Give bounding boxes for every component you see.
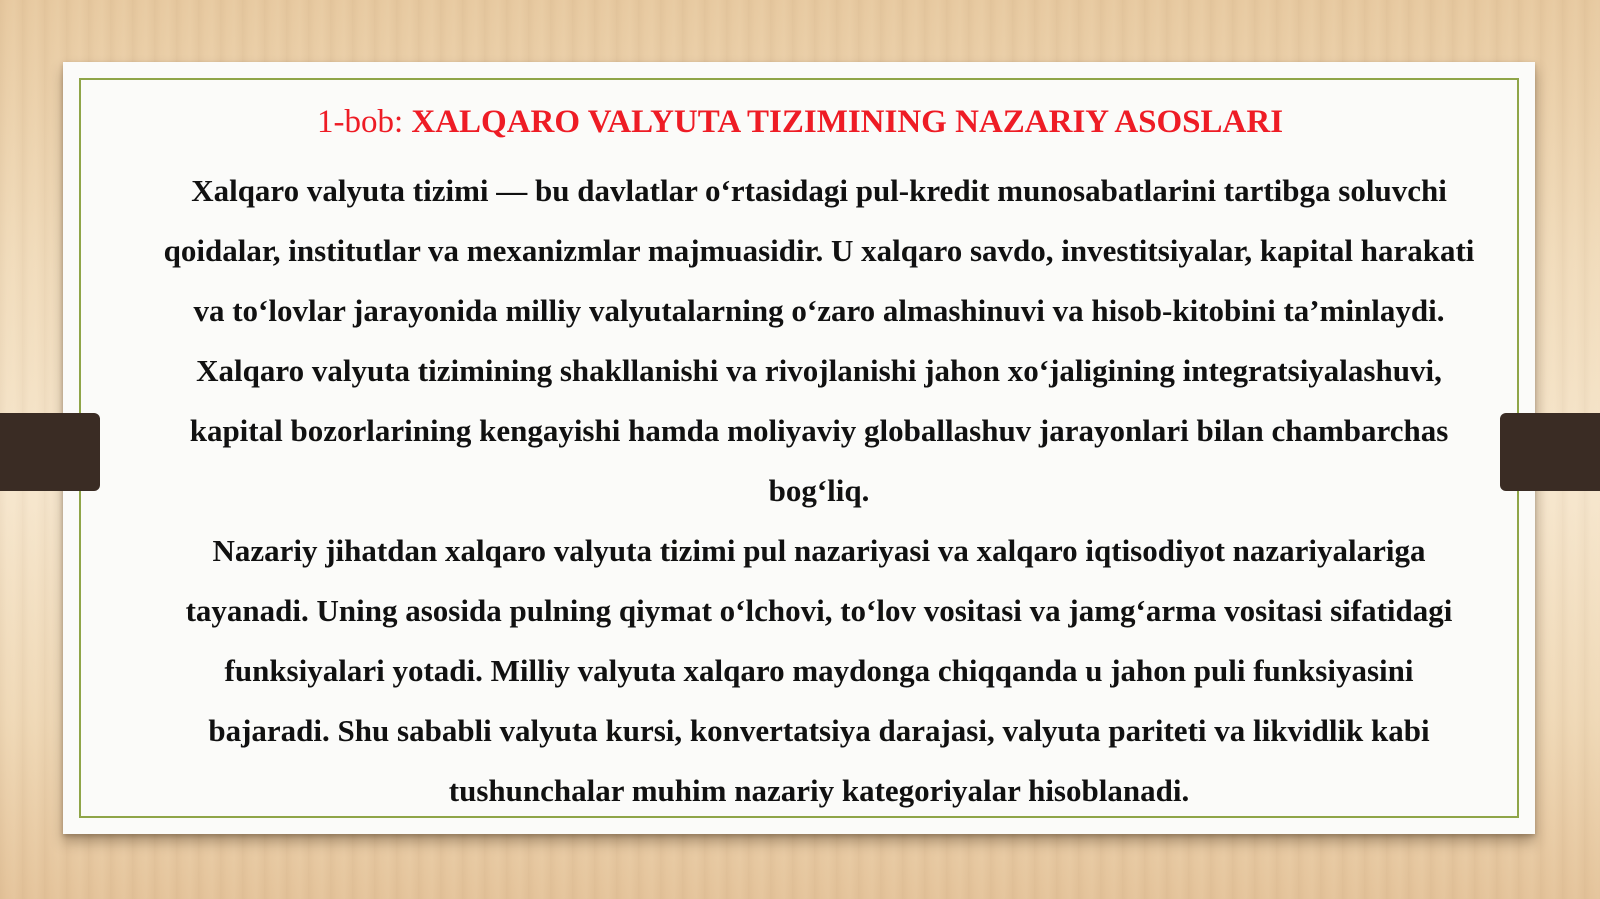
slide-title — [80, 104, 1520, 141]
right-binder-tab — [1500, 413, 1600, 491]
paragraph-1: Xalqaro valyuta tizimi — bu davlatlar o‘rtasidagi pul-kredit munosabatlarini tartibga soluvchi qoidalar, institutlar va mexanizmlar majmuasidir. U xalqaro savdo, investitsiyalar, kapital harakati va to‘lovlar jarayonida milliy valyutalarning o‘zaro almashinuvi va hisob-kitobini ta’minlaydi. Xalqaro valyuta tizimining shakllanishi va rivojlanishi jahon xo‘jaligining integratsiyalashuvi, kapital bozorlarining kengayishi hamda moliyaviy globallashuv jarayonlari bilan chambarchas bog‘liq. — [163, 173, 1475, 508]
slide-body — [160, 161, 1478, 821]
title-main: XALQARO VALYUTA TIZIMINING NAZARIY ASOSLARI — [411, 104, 1284, 140]
title-prefix: 1-bob: — [316, 104, 412, 140]
left-binder-tab — [0, 413, 100, 491]
paragraph-2: Nazariy jihatdan xalqaro valyuta tizimi pul nazariyasi va xalqaro iqtisodiyot nazariyalariga tayanadi. Uning asosida pulning qiymat o‘lchovi, to‘lov vositasi va jamg‘arma vositasi sifatidagi funksiyalari yotadi. Milliy valyuta xalqaro maydonga chiqqanda u jahon puli funksiyasini bajaradi. Shu sababli valyuta kursi, konvertatsiya darajasi, valyuta pariteti va likvidlik kabi tushunchalar muhim nazariy kategoriyalar hisoblanadi. — [185, 533, 1453, 808]
